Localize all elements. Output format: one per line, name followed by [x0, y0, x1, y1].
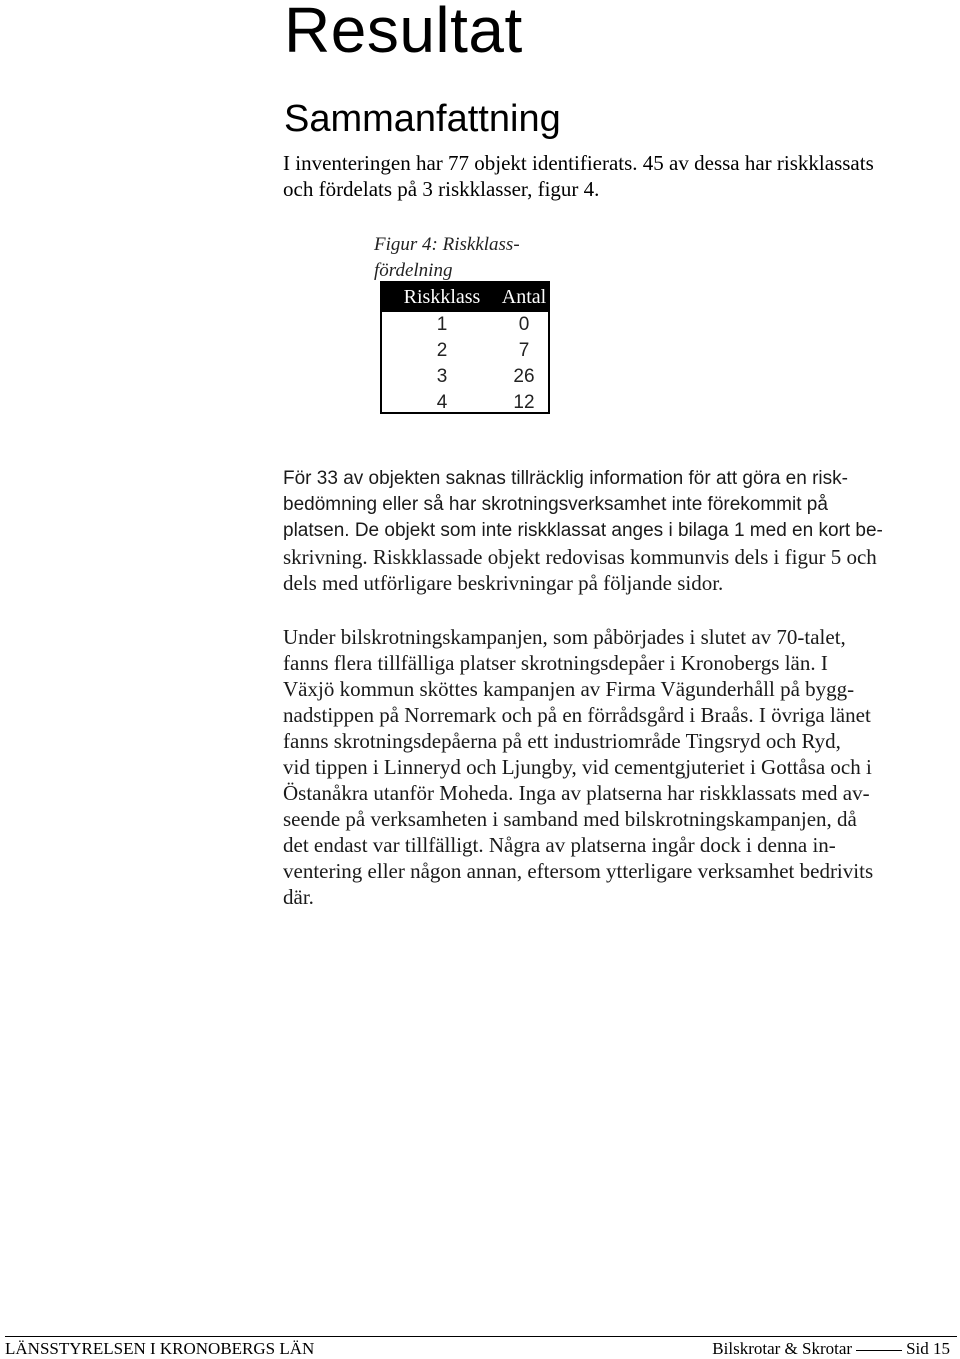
header-riskklass: Riskklass [403, 286, 481, 308]
table-header-row [382, 283, 548, 312]
cell-antal: 0 [518, 314, 530, 335]
paragraph-line: dels med utförligare beskrivningar på följande sidor. [283, 571, 724, 595]
body-paragraph-2 [283, 624, 955, 910]
figure-caption [374, 232, 520, 284]
cell-riskklass: 1 [436, 314, 448, 335]
intro-paragraph [283, 150, 953, 202]
table-row [382, 338, 548, 364]
footer-separator [856, 1350, 902, 1351]
cell-riskklass: 3 [436, 366, 448, 387]
figure-caption-line: Figur 4: Riskklass- [374, 234, 520, 255]
figure-caption-line: fördelning [374, 260, 453, 281]
paragraph-line: skrivning. Riskklassade objekt redovisas kommunvis dels i figur 5 och [283, 545, 877, 569]
paragraph-line: seende på verksamheten i samband med bilskrotningskampanjen, då [283, 807, 857, 831]
cell-riskklass: 2 [436, 340, 448, 361]
paragraph-line: ventering eller någon annan, eftersom ytterligare verksamhet bedrivits [283, 859, 874, 883]
table-row [382, 390, 548, 416]
cell-antal: 12 [513, 392, 535, 413]
page-title: Resultat [284, 0, 523, 66]
paragraph-line: Under bilskrotningskampanjen, som påbörjades i slutet av 70-talet, [283, 625, 846, 649]
paragraph-line: För 33 av objekten saknas tillräcklig information för att göra en risk- [283, 468, 848, 489]
cell-antal: 26 [513, 366, 535, 387]
paragraph-line: fanns skrotningsdepåerna på ett industriområde Tingsryd och Ryd, [283, 729, 841, 753]
intro-line: I inventeringen har 77 objekt identifierats. 45 av dessa har riskklassats [283, 151, 874, 175]
paragraph-line: Växjö kommun sköttes kampanjen av Firma Vägunderhåll på bygg- [283, 677, 855, 701]
section-title: Sammanfattning [284, 98, 561, 140]
paragraph-line: vid tippen i Linneryd och Ljungby, vid cementgjuteriet i Gottåsa och i [283, 755, 872, 779]
table-row [382, 364, 548, 390]
intro-line: och fördelats på 3 riskklasser, figur 4. [283, 177, 600, 201]
header-antal: Antal [501, 286, 547, 308]
body-paragraph-1 [283, 466, 955, 596]
cell-antal: 7 [518, 340, 530, 361]
paragraph-line: nadstippen på Norremark och på en förrådsgård i Braås. I övriga länet [283, 703, 871, 727]
footer-document-title: Bilskrotar & Skrotar [712, 1339, 853, 1358]
footer-divider [5, 1336, 957, 1337]
footer-page-info [712, 1339, 950, 1359]
footer-page-number: Sid 15 [906, 1339, 950, 1358]
risk-class-table [380, 281, 550, 414]
footer-organization: LÄNSSTYRELSEN I KRONOBERGS LÄN [5, 1339, 315, 1358]
paragraph-line: platsen. De objekt som inte riskklassat anges i bilaga 1 med en kort be- [283, 520, 883, 541]
paragraph-line: fanns flera tillfälliga platser skrotningsdepåer i Kronobergs län. I [283, 651, 828, 675]
paragraph-line: där. [283, 885, 314, 909]
paragraph-line: det endast var tillfälligt. Några av platserna ingår dock i denna in- [283, 833, 836, 857]
paragraph-line: Östanåkra utanför Moheda. Inga av platserna har riskklassats med av- [283, 781, 870, 805]
table-row [382, 312, 548, 338]
cell-riskklass: 4 [436, 392, 448, 413]
paragraph-line: bedömning eller så har skrotningsverksamhet inte förekommit på [283, 494, 828, 515]
